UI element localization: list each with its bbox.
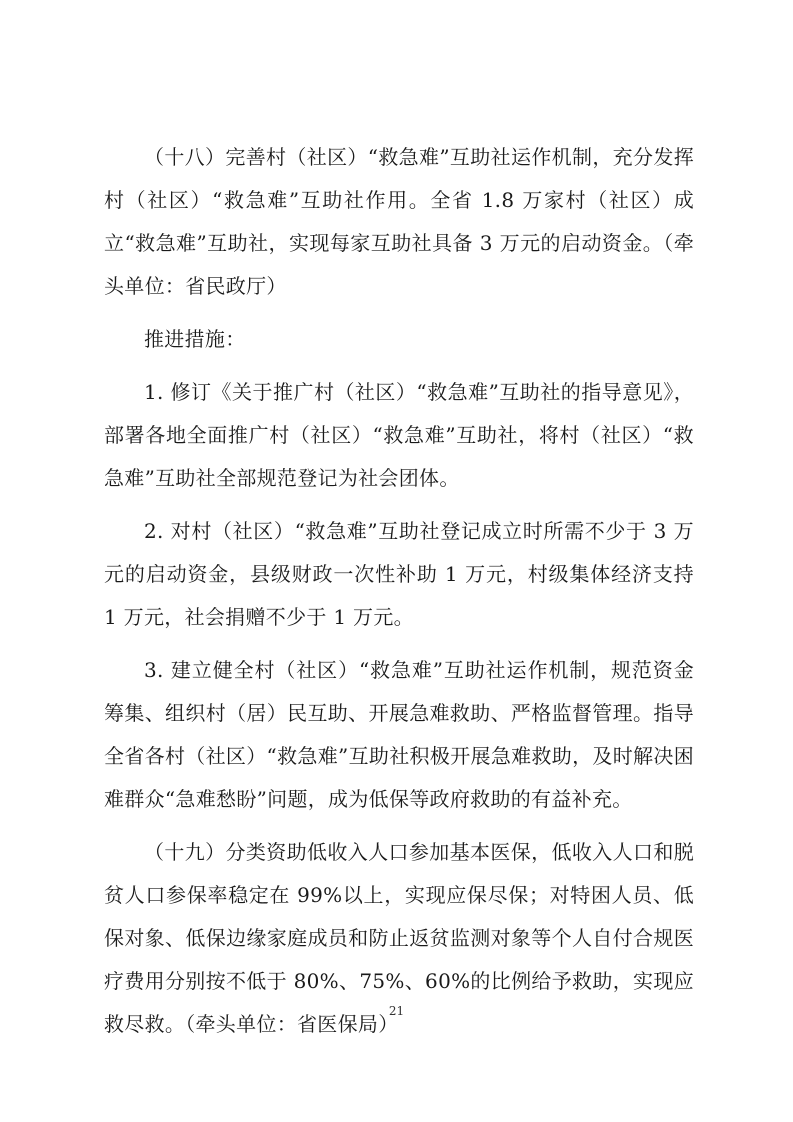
page-number: 21 xyxy=(388,1004,405,1018)
document-body xyxy=(104,136,694,1056)
measure-item-3: 3. 建立健全村（社区）“救急难”互助社运作机制，规范资金筹集、组织村（居）民互助、开展急难救助、严格监督管理。指导全省各村（社区）“救急难”互助社积极开展急难救助，及时解决困难群众“急难愁盼”问题，成为低保等政府救助的有益补充。 xyxy=(104,658,694,811)
measure-item-2: 2. 对村（社区）“救急难”互助社登记成立时所需不少于 3 万元的启动资金，县级财政一次性补助 1 万元，村级集体经济支持 1 万元，社会捐赠不少于 1 万元。 xyxy=(104,519,694,629)
measure-item-1: 1. 修订《关于推广村（社区）“救急难”互助社的指导意见》，部署各地全面推广村（社区）“救急难”互助社，将村（社区）“救急难”互助社全部规范登记为社会团体。 xyxy=(104,380,694,490)
paragraph-item-18: （十八）完善村（社区）“救急难”互助社运作机制，充分发挥村（社区）“救急难”互助社作用。全省 1.8 万家村（社区）成立“救急难”互助社，实现每家互助社具备 3 万元的启动资金。（牵头单位：省民政厅） xyxy=(104,145,694,298)
paragraph-item-19: （十九）分类资助低收入人口参加基本医保，低收入人口和脱贫人口参保率稳定在 99%以上，实现应保尽保；对特困人员、低保对象、低保边缘家庭成员和防止返贫监测对象等个人自付合规医疗费用分别按不低于 80%、75%、60%的比例给予救助，实现应救尽救。（牵头单位：省医保局） xyxy=(104,840,694,1036)
measures-heading: 推进措施： xyxy=(144,327,246,351)
